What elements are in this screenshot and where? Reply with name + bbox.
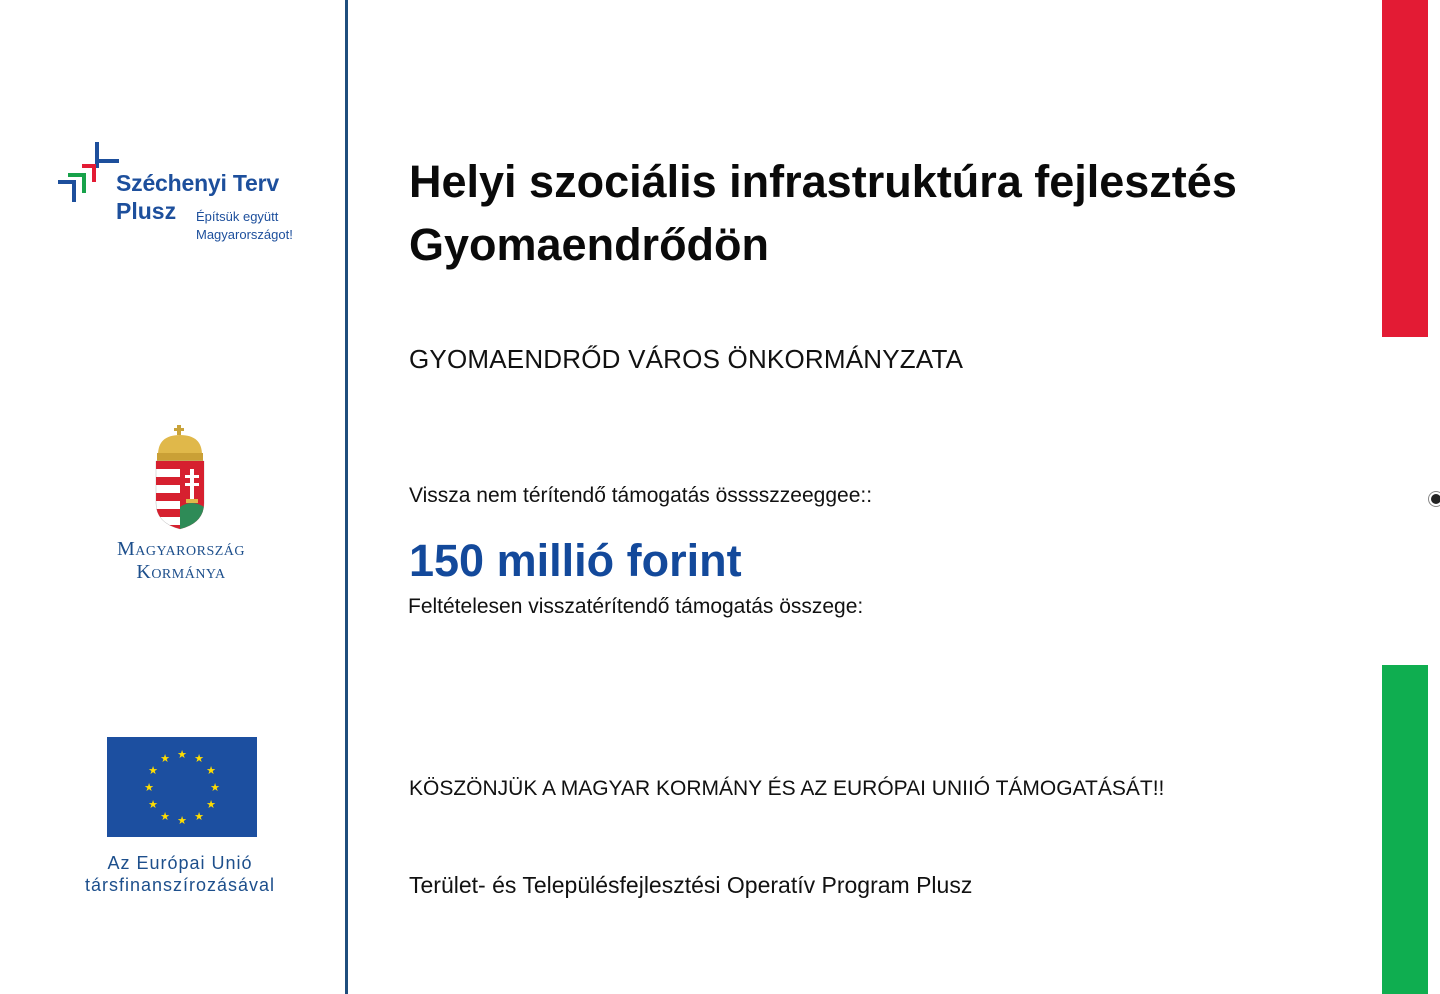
svg-text:★: ★	[206, 764, 216, 777]
registration-mark-icon	[1431, 494, 1440, 504]
government-line1: Magyarország	[116, 538, 246, 560]
conditional-grant-label: Feltételesen visszatérítendő támogatás összege:	[408, 595, 864, 618]
svg-text:★: ★	[160, 810, 170, 823]
szechenyi-plus: Plusz	[116, 198, 177, 224]
project-title	[409, 150, 1369, 276]
szechenyi-cross-icon	[56, 140, 120, 204]
svg-text:★: ★	[194, 752, 204, 765]
flag-stripe-red	[1382, 0, 1428, 337]
szechenyi-name: Széchenyi Terv	[116, 170, 279, 196]
svg-text:★: ★	[177, 748, 187, 761]
svg-text:★: ★	[206, 798, 216, 811]
hungarian-coat-of-arms-icon	[150, 425, 210, 530]
szechenyi-tagline	[196, 208, 293, 244]
government-line2: Kormánya	[136, 561, 226, 583]
szechenyi-terv-logo	[56, 140, 326, 250]
svg-text:★: ★	[210, 781, 220, 794]
title-line1: Helyi szociális infrastruktúra fejlesztés	[409, 156, 1237, 207]
svg-text:★: ★	[194, 810, 204, 823]
eu-flag-icon	[107, 737, 257, 837]
beneficiary-name: GYOMAENDRŐD VÁROS ÖNKORMÁNYZATA	[409, 344, 964, 374]
government-label	[70, 538, 292, 584]
grant-amount: 150 millió forint	[409, 535, 742, 586]
svg-text:★: ★	[148, 764, 158, 777]
thanks-message: KÖSZÖNJÜK A MAGYAR KORMÁNY ÉS AZ EURÓPAI UNIIÓ TÁMOGATÁSÁT!!	[409, 777, 1165, 800]
svg-text:★: ★	[144, 781, 154, 794]
tagline-line2: Magyarországot!	[196, 227, 293, 242]
svg-text:★: ★	[160, 752, 170, 765]
eu-line2: társfinanszírozásával	[84, 875, 276, 895]
flag-stripe-green	[1382, 665, 1428, 994]
eu-line1: Az Európai Unió	[107, 853, 253, 873]
eu-cofinancing-label	[60, 852, 300, 896]
svg-text:★: ★	[148, 798, 158, 811]
grant-label: Vissza nem térítendő támogatás össsszzeeggee::	[409, 484, 873, 507]
program-name: Terület- és Településfejlesztési Operatív Program Plusz	[409, 872, 973, 898]
tagline-line1: Építsük együtt	[196, 209, 279, 224]
vertical-divider	[345, 0, 348, 994]
title-line2: Gyomaendrődön	[409, 219, 770, 270]
svg-text:★: ★	[177, 814, 187, 827]
